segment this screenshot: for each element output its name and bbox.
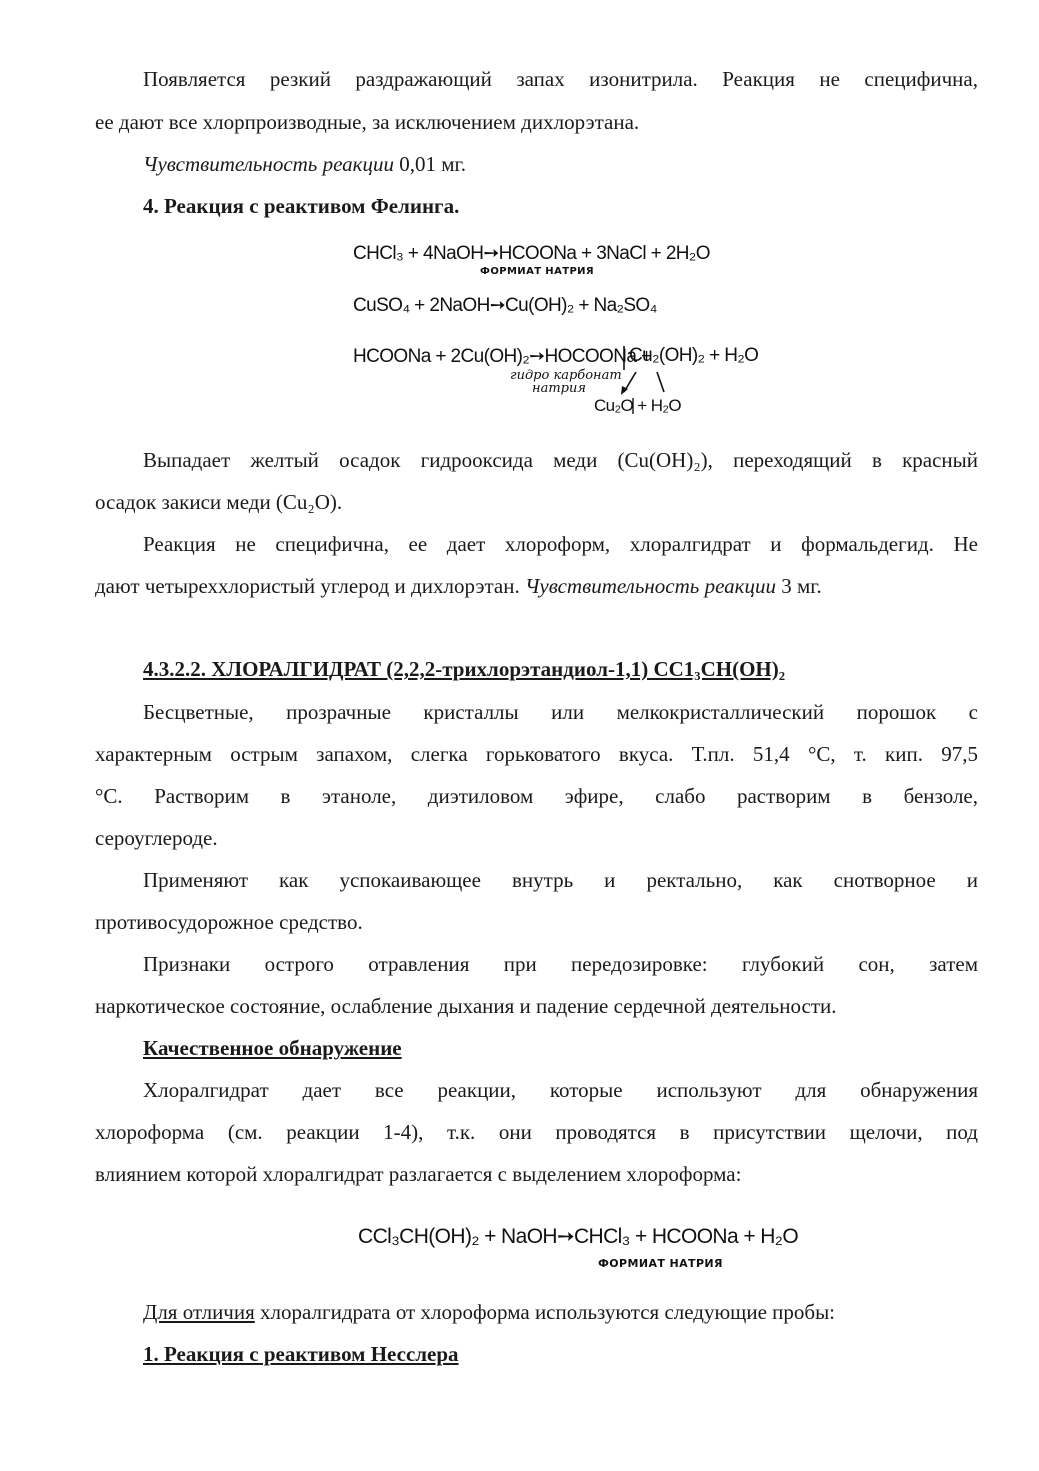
section-heading: 4.3.2.2. ХЛОРАЛГИДРАТ (2,2,2-трихлорэтандиол-1,1) СС1₃СН(ОН)₂ (143, 657, 786, 681)
paragraph-text: хлоралгидрата от хлороформа используются следующие пробы: (254, 1300, 836, 1324)
paragraph-line: °С. Растворим в этаноле, диэтиловом эфире, слабо растворим в бензоле, (95, 784, 978, 808)
section-title: 4. Реакция с реактивом Фелинга. (143, 194, 460, 218)
paragraph-line: осадок закиси меди (Cu₂O). (95, 490, 343, 514)
paragraph-line: Реакция не специфична, ее дает хлороформ, хлоралгидрат и формальдегид. Не (143, 532, 978, 556)
equation-label: ФОРМИАТ НАТРИЯ (480, 266, 595, 277)
equation: CuSO₄ + 2NaOH➙Cu(OH)₂ + Na₂SO₄ (353, 295, 657, 316)
equation: HCOONa + 2Cu(OH)₂➙HOCOONa + (353, 346, 652, 367)
equation: Cu₂O + H₂O (594, 396, 682, 415)
equation: CCl₃CH(OH)₂ + NaOH➙CHCl₃ + HCOONa + H₂O (358, 1225, 799, 1248)
paragraph-text: дают четыреххлористый углерод и дихлорэтан. (95, 574, 520, 598)
paragraph-line: Бесцветные, прозрачные кристаллы или мелкокристаллический порошок с (143, 700, 978, 724)
underlined-phrase: Для отличия (143, 1300, 255, 1324)
equation: Cu₂(OH)₂ + H₂O (629, 345, 759, 366)
equation: CHCl₃ + 4NaOH➙HCOONa + 3NaCl + 2H₂O (353, 243, 710, 264)
sensitivity-value: 0,01 мг. (399, 152, 467, 176)
sensitivity-value: 3 мг. (781, 574, 822, 598)
paragraph-line: Выпадает желтый осадок гидрооксида меди (Cu(OH)₂), переходящий в красный (143, 448, 978, 472)
section-title: 1. Реакция с реактивом Несслера (143, 1342, 459, 1366)
equation-label: натрия (532, 381, 586, 396)
paragraph-line: противосудорожное средство. (95, 910, 363, 934)
paragraph-line (95, 573, 978, 599)
subheading: Качественное обнаружение (143, 1036, 402, 1060)
paragraph-line: наркотическое состояние, ослабление дыхания и падение сердечной деятельности. (95, 994, 837, 1018)
sensitivity-label: Чувствительность реакции (143, 152, 394, 176)
paragraph-line: влиянием которой хлоралгидрат разлагается с выделением хлороформа: (95, 1162, 742, 1186)
paragraph-line: ее дают все хлорпроизводные, за исключением дихлорэтана. (95, 110, 640, 134)
equation-label: ФОРМИАТ НАТРИЯ (598, 1257, 723, 1270)
paragraph-line: Применяют как успокаивающее внутрь и ректально, как снотворное и (143, 868, 978, 892)
paragraph-line: Хлоралгидрат дает все реакции, которые используют для обнаружения (143, 1078, 978, 1102)
paragraph-line: Появляется резкий раздражающий запах изонитрила. Реакция не специфична, (143, 67, 978, 91)
paragraph-line: сероуглероде. (95, 826, 218, 850)
sensitivity-label: Чувствительность реакции (524, 574, 776, 598)
paragraph-line: Признаки острого отравления при передозировке: глубокий сон, затем (143, 952, 978, 976)
paragraph-line: хлороформа (см. реакции 1-4), т.к. они проводятся в присутствии щелочи, под (95, 1120, 978, 1144)
paragraph-line: характерным острым запахом, слегка горьковатого вкуса. Т.пл. 51,4 °С, т. кип. 97,5 (95, 742, 978, 766)
equation-label: гидро карбонат (510, 368, 622, 383)
paragraph-line (143, 1299, 978, 1325)
